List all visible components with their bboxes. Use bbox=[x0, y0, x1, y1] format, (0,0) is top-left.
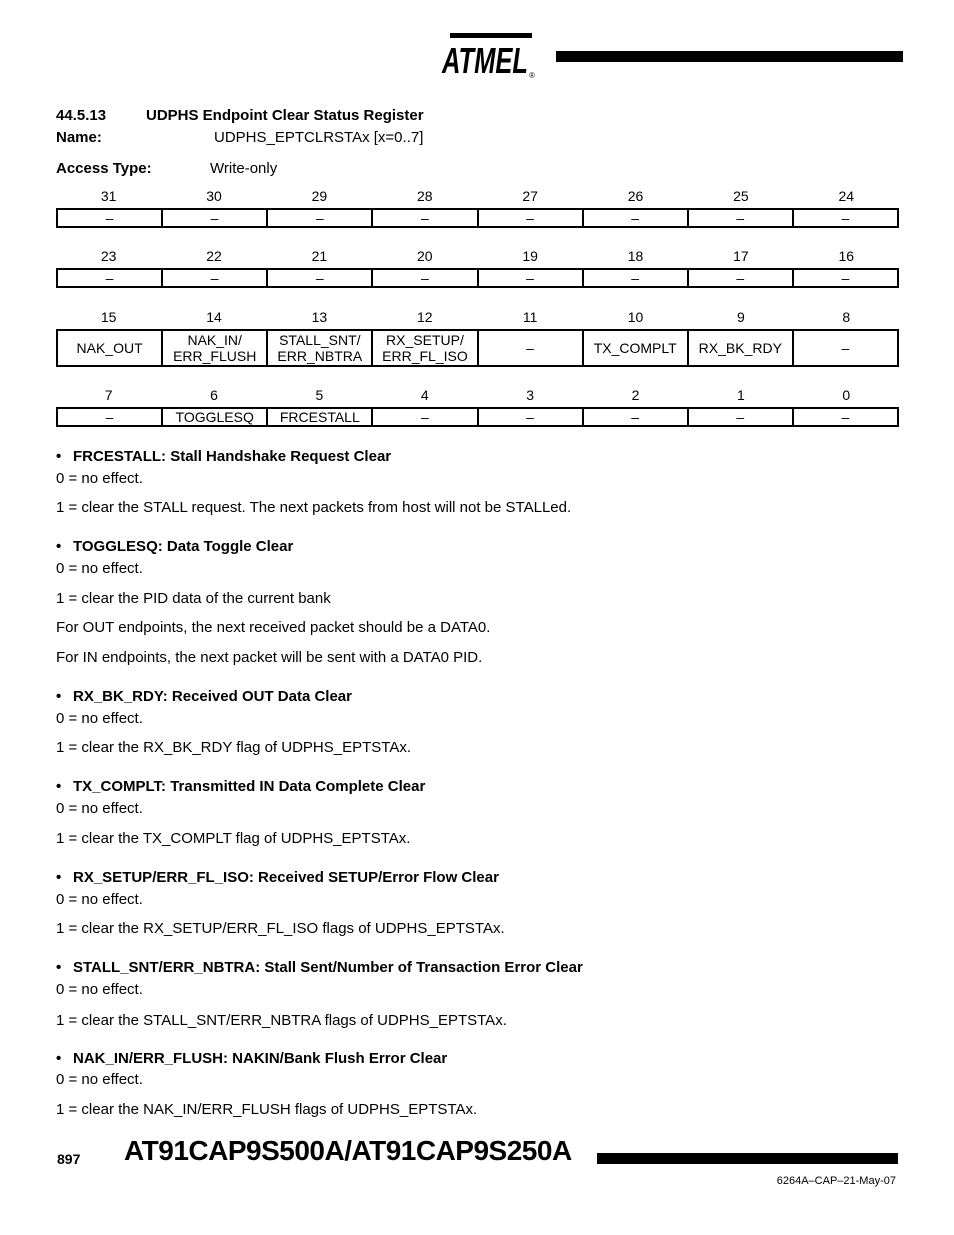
bit-number: 3 bbox=[526, 387, 535, 403]
bit-number: 4 bbox=[420, 387, 429, 403]
field-description-line: 1 = clear the PID data of the current bank bbox=[56, 590, 331, 607]
register-field-cell bbox=[478, 408, 583, 426]
field-name-line: RX_BK_RDY bbox=[698, 340, 782, 356]
name-value: UDPHS_EPTCLRSTAx [x=0..7] bbox=[214, 129, 424, 146]
field-description-line: 1 = clear the RX_SETUP/ERR_FL_ISO flags of UDPHS_EPTSTAx. bbox=[56, 920, 505, 937]
field-description-line: 1 = clear the RX_BK_RDY flag of UDPHS_EPTSTAx. bbox=[56, 739, 412, 756]
bit-number: 21 bbox=[311, 248, 328, 264]
register-field-cell bbox=[793, 269, 898, 287]
register-field-row bbox=[57, 209, 898, 227]
register-field-cell bbox=[267, 209, 372, 227]
page-number: 897 bbox=[57, 1151, 81, 1167]
field-name-line: NAK_OUT bbox=[76, 340, 143, 356]
field-name-line: – bbox=[631, 270, 640, 286]
field-heading bbox=[56, 869, 499, 886]
document-id: 6264A–CAP–21-May-07 bbox=[776, 1175, 896, 1187]
bit-number: 22 bbox=[206, 248, 222, 264]
register-row-block bbox=[56, 387, 899, 427]
bit-number: 19 bbox=[522, 248, 538, 264]
bullet-icon: • bbox=[56, 688, 62, 705]
field-heading-text: STALL_SNT/ERR_NBTRA: Stall Sent/Number of Transaction Error Clear bbox=[73, 959, 583, 976]
field-name-line: – bbox=[841, 340, 850, 356]
register-field-cell bbox=[372, 408, 477, 426]
bit-number-row bbox=[56, 309, 899, 329]
field-heading bbox=[56, 538, 293, 555]
field-name-line: – bbox=[736, 210, 745, 226]
register-field-cell bbox=[162, 209, 267, 227]
register-field-cell bbox=[478, 269, 583, 287]
register-field-row bbox=[57, 408, 898, 426]
field-heading-text: NAK_IN/ERR_FLUSH: NAKIN/Bank Flush Error Clear bbox=[73, 1050, 448, 1067]
field-name-line: – bbox=[841, 270, 850, 286]
field-description-line: 0 = no effect. bbox=[56, 470, 143, 487]
product-title: AT91CAP9S500A/AT91CAP9S250A bbox=[124, 1135, 572, 1166]
field-name-line: – bbox=[105, 210, 114, 226]
field-description-line: 1 = clear the TX_COMPLT flag of UDPHS_EPTSTAx. bbox=[56, 830, 411, 847]
bit-number: 26 bbox=[627, 188, 644, 204]
bit-number: 9 bbox=[737, 309, 745, 325]
register-field-table bbox=[56, 407, 899, 427]
field-name-line: – bbox=[841, 409, 850, 425]
register-field-row bbox=[57, 269, 898, 287]
register-field-table bbox=[56, 329, 899, 367]
field-heading bbox=[56, 688, 352, 705]
bit-number: 18 bbox=[627, 248, 644, 264]
register-field-cell bbox=[57, 408, 162, 426]
field-name-line: – bbox=[736, 270, 745, 286]
bit-number: 7 bbox=[104, 387, 113, 403]
register-field-cell bbox=[372, 330, 477, 366]
field-description-line: 0 = no effect. bbox=[56, 891, 143, 908]
access-value: Write-only bbox=[210, 160, 278, 177]
register-field-cell bbox=[478, 209, 583, 227]
atmel-logo bbox=[438, 30, 540, 80]
field-description-line: 0 = no effect. bbox=[56, 1071, 143, 1088]
field-name-line: ERR_FLUSH bbox=[173, 348, 257, 364]
name-label: Name: bbox=[56, 129, 102, 146]
field-description-line: 1 = clear the STALL_SNT/ERR_NBTRA flags of UDPHS_EPTSTAx. bbox=[56, 1012, 507, 1029]
register-field-cell bbox=[57, 209, 162, 227]
register-field-table bbox=[56, 268, 899, 288]
register-row-block bbox=[56, 188, 899, 228]
bit-number: 13 bbox=[311, 309, 328, 325]
bit-number: 16 bbox=[838, 248, 855, 264]
field-heading-text: TOGGLESQ: Data Toggle Clear bbox=[73, 538, 294, 555]
register-field-cell bbox=[372, 269, 477, 287]
register-field-cell bbox=[688, 269, 793, 287]
bit-number: 17 bbox=[733, 248, 749, 264]
bullet-icon: • bbox=[56, 538, 62, 555]
bit-number: 6 bbox=[210, 387, 218, 403]
bit-number: 0 bbox=[842, 387, 851, 403]
field-description-line: 1 = clear the STALL request. The next packets from host will not be STALLed. bbox=[56, 499, 572, 516]
field-heading bbox=[56, 1050, 447, 1067]
bit-number: 31 bbox=[100, 188, 117, 204]
logo-text: ATMEL bbox=[441, 40, 528, 80]
field-name-line: – bbox=[315, 270, 324, 286]
field-name-line: – bbox=[210, 210, 219, 226]
bit-number: 23 bbox=[100, 248, 117, 264]
bit-number: 2 bbox=[631, 387, 640, 403]
bit-number: 14 bbox=[206, 309, 222, 325]
field-name-line: ERR_NBTRA bbox=[277, 348, 363, 364]
register-field-cell bbox=[583, 408, 688, 426]
atmel-logo-icon bbox=[438, 30, 540, 80]
register-row-block bbox=[56, 309, 899, 367]
register-field-table bbox=[56, 208, 899, 228]
bullet-icon: • bbox=[56, 778, 62, 795]
bit-number: 1 bbox=[737, 387, 745, 403]
bit-number-row bbox=[56, 248, 899, 268]
field-description-line: 0 = no effect. bbox=[56, 981, 143, 998]
register-field-cell bbox=[162, 269, 267, 287]
bit-number: 15 bbox=[100, 309, 117, 325]
field-name-line: FRCESTALL bbox=[279, 409, 360, 425]
field-name-line: – bbox=[421, 270, 429, 286]
register-field-cell bbox=[688, 408, 793, 426]
footer-rule bbox=[597, 1153, 898, 1164]
field-description-line: 0 = no effect. bbox=[56, 800, 143, 817]
access-label: Access Type: bbox=[56, 160, 152, 177]
bit-number: 29 bbox=[311, 188, 328, 204]
register-field-cell bbox=[162, 330, 267, 366]
field-name-line: – bbox=[736, 409, 745, 425]
register-field-cell bbox=[688, 330, 793, 366]
bit-number: 12 bbox=[417, 309, 433, 325]
field-name-line: – bbox=[526, 409, 534, 425]
register-row-block bbox=[56, 248, 899, 288]
register-field-cell bbox=[793, 408, 898, 426]
section-number: 44.5.13 bbox=[56, 107, 107, 124]
field-name-line: RX_SETUP/ bbox=[386, 332, 464, 348]
register-field-cell bbox=[267, 408, 372, 426]
field-name-line: – bbox=[315, 210, 324, 226]
field-name-line: – bbox=[526, 210, 534, 226]
field-name-line: – bbox=[421, 210, 429, 226]
field-heading bbox=[56, 959, 583, 976]
register-field-cell bbox=[57, 330, 162, 366]
field-heading-text: TX_COMPLT: Transmitted IN Data Complete Clear bbox=[73, 778, 426, 795]
bit-number: 10 bbox=[627, 309, 644, 325]
register-field-cell bbox=[583, 330, 688, 366]
field-description-line: For OUT endpoints, the next received packet should be a DATA0. bbox=[56, 619, 491, 636]
field-name-line: – bbox=[841, 210, 850, 226]
register-field-cell bbox=[478, 330, 583, 366]
bit-number: 30 bbox=[206, 188, 222, 204]
field-name-line: ERR_FL_ISO bbox=[382, 348, 468, 364]
field-heading-text: FRCESTALL: Stall Handshake Request Clear bbox=[73, 448, 392, 465]
field-name-line: NAK_IN/ bbox=[187, 332, 242, 348]
field-heading-text: RX_BK_RDY: Received OUT Data Clear bbox=[73, 688, 352, 705]
field-description-line: 0 = no effect. bbox=[56, 560, 143, 577]
bit-number-row bbox=[56, 188, 899, 208]
register-field-cell bbox=[162, 408, 267, 426]
bullet-icon: • bbox=[56, 448, 62, 465]
field-heading bbox=[56, 448, 391, 465]
field-description-line: For IN endpoints, the next packet will be sent with a DATA0 PID. bbox=[56, 649, 483, 666]
bullet-icon: • bbox=[56, 1050, 62, 1067]
field-name-line: TOGGLESQ bbox=[175, 409, 254, 425]
bullet-icon: • bbox=[56, 959, 62, 976]
register-field-cell bbox=[57, 269, 162, 287]
section-heading: UDPHS Endpoint Clear Status Register bbox=[146, 107, 424, 124]
field-name-line: TX_COMPLT bbox=[593, 340, 677, 356]
register-field-row bbox=[57, 330, 898, 366]
register-field-cell bbox=[688, 209, 793, 227]
register-field-cell bbox=[583, 209, 688, 227]
bit-number: 11 bbox=[522, 309, 538, 325]
field-name-line: – bbox=[421, 409, 429, 425]
field-name-line: – bbox=[105, 409, 114, 425]
register-field-cell bbox=[583, 269, 688, 287]
field-name-line: – bbox=[631, 409, 640, 425]
bullet-icon: • bbox=[56, 869, 62, 886]
section-title bbox=[56, 107, 424, 124]
bit-number: 24 bbox=[838, 188, 855, 204]
field-description-line: 0 = no effect. bbox=[56, 710, 143, 727]
register-field-cell bbox=[267, 330, 372, 366]
bit-number: 27 bbox=[522, 188, 538, 204]
register-field-cell bbox=[372, 209, 477, 227]
field-name-line: – bbox=[105, 270, 114, 286]
registered-mark: ® bbox=[529, 71, 535, 80]
bit-number: 28 bbox=[417, 188, 433, 204]
bit-number: 20 bbox=[417, 248, 433, 264]
field-name-line: – bbox=[631, 210, 640, 226]
field-name-line: – bbox=[526, 270, 534, 286]
bit-number: 25 bbox=[733, 188, 749, 204]
register-field-cell bbox=[267, 269, 372, 287]
register-field-cell bbox=[793, 330, 898, 366]
field-name-line: STALL_SNT/ bbox=[279, 332, 361, 348]
bit-number: 8 bbox=[842, 309, 851, 325]
bit-number: 5 bbox=[315, 387, 324, 403]
field-name-line: – bbox=[210, 270, 219, 286]
field-description-line: 1 = clear the NAK_IN/ERR_FLUSH flags of UDPHS_EPTSTAx. bbox=[56, 1101, 478, 1118]
field-name-line: – bbox=[526, 340, 534, 356]
register-field-cell bbox=[793, 209, 898, 227]
field-heading-text: RX_SETUP/ERR_FL_ISO: Received SETUP/Error Flow Clear bbox=[73, 869, 499, 886]
header-rule bbox=[556, 51, 903, 62]
bit-number-row bbox=[56, 387, 899, 407]
field-heading bbox=[56, 778, 425, 795]
